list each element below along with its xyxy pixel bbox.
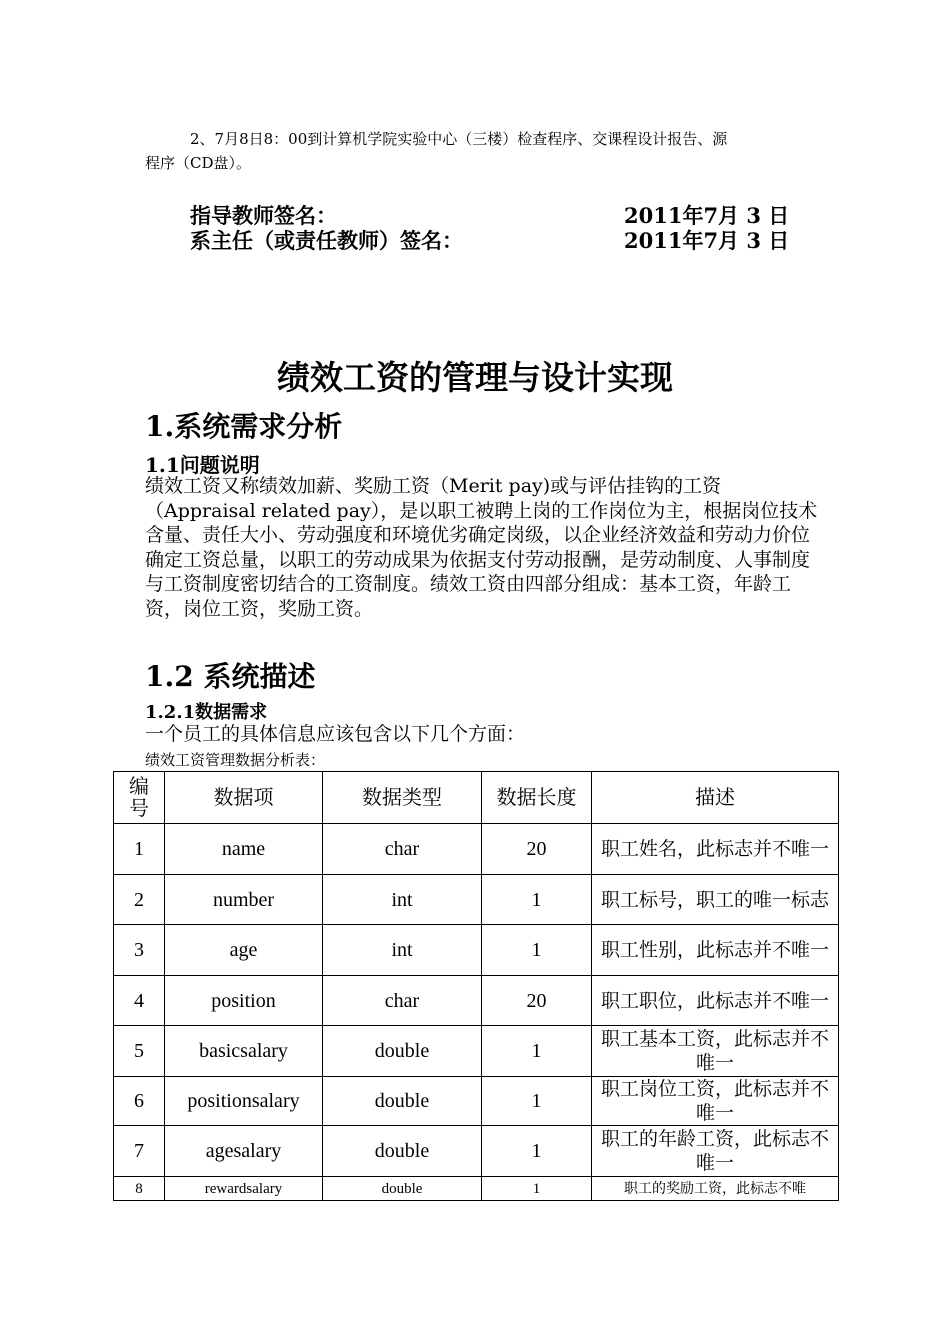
cell-length: 20: [482, 824, 592, 875]
cell-item: age: [165, 925, 323, 976]
cell-length: 20: [482, 976, 592, 1026]
header-id: 编号: [114, 772, 165, 824]
cell-length: 1: [482, 1126, 592, 1177]
cell-item: agesalary: [165, 1126, 323, 1177]
table-row: [114, 1177, 839, 1201]
problem-description-paragraph: 绩效工资又称绩效加薪、奖励工资（Merit pay)或与评估挂钩的工资（Appraisal related pay），是以职工被聘上岗的工作岗位为主，根据岗位技术含量、责任大小、劳动强度和环境优劣确定岗级，以企业经济效益和劳动力价位确定工资总量，以职工的劳动成果为依据支付劳动报酬，是劳动制度、人事制度与工资制度密切结合的工资制度。绩效工资由四部分组成：基本工资，年龄工资，岗位工资，奖励工资。: [145, 475, 818, 620]
cell-description: 职工岗位工资，此标志并不唯一: [592, 1077, 839, 1126]
section-1-2-heading: 1.2 系统描述: [145, 660, 316, 693]
table-row: [114, 1026, 839, 1077]
cell-type: double: [323, 1126, 482, 1177]
advisor-signature-date: 2011年7月 3 日: [624, 203, 790, 228]
cell-description: 职工姓名，此标志并不唯一: [592, 824, 839, 875]
cell-type: double: [323, 1177, 482, 1201]
table-caption: 绩效工资管理数据分析表：: [145, 751, 326, 769]
director-signature-date: 2011年7月 3 日: [624, 228, 790, 253]
cell-type: int: [323, 925, 482, 976]
cell-item: name: [165, 824, 323, 875]
cell-length: 1: [482, 1177, 592, 1201]
cell-type: int: [323, 875, 482, 925]
cell-length: 1: [482, 925, 592, 976]
cell-id: 2: [114, 875, 165, 925]
cell-item: rewardsalary: [165, 1177, 323, 1201]
cell-item: basicsalary: [165, 1026, 323, 1077]
table-row: [114, 925, 839, 976]
section-1-1-heading: 1.1问题说明: [145, 453, 260, 477]
cell-type: double: [323, 1077, 482, 1126]
notice-line-1: 2、7月8日8：00到计算机学院实验中心（三楼）检查程序、交课程设计报告、源: [190, 130, 728, 148]
cell-length: 1: [482, 1026, 592, 1077]
cell-description: 职工的奖励工资，此标志不唯: [592, 1177, 839, 1201]
cell-description: 职工标号，职工的唯一标志: [592, 875, 839, 925]
cell-type: char: [323, 976, 482, 1026]
cell-type: double: [323, 1026, 482, 1077]
table-row: [114, 824, 839, 875]
header-item: 数据项: [165, 772, 323, 824]
header-description: 描述: [592, 772, 839, 824]
cell-description: 职工职位，此标志并不唯一: [592, 976, 839, 1026]
cell-item: number: [165, 875, 323, 925]
cell-id: 1: [114, 824, 165, 875]
header-type: 数据类型: [323, 772, 482, 824]
data-requirement-intro: 一个员工的具体信息应该包含以下几个方面：: [145, 723, 526, 745]
cell-id: 3: [114, 925, 165, 976]
section-1-heading: 1.系统需求分析: [145, 410, 343, 443]
document-title: 绩效工资的管理与设计实现: [277, 358, 673, 397]
cell-description: 职工的年龄工资，此标志不唯一: [592, 1126, 839, 1177]
cell-id: 5: [114, 1026, 165, 1077]
director-signature-label: 系主任（或责任教师）签名：: [190, 228, 463, 253]
cell-length: 1: [482, 1077, 592, 1126]
cell-item: position: [165, 976, 323, 1026]
cell-description: 职工性别，此标志并不唯一: [592, 925, 839, 976]
notice-line-2: 程序（CD盘）。: [145, 154, 252, 172]
table-header-row: [114, 772, 839, 824]
cell-id: 4: [114, 976, 165, 1026]
cell-id: 6: [114, 1077, 165, 1126]
table-row: [114, 1077, 839, 1126]
data-analysis-table: [113, 771, 839, 1201]
table-row: [114, 976, 839, 1026]
cell-item: positionsalary: [165, 1077, 323, 1126]
table-row: [114, 875, 839, 925]
section-1-2-1-heading: 1.2.1数据需求: [145, 702, 268, 723]
header-length: 数据长度: [482, 772, 592, 824]
cell-length: 1: [482, 875, 592, 925]
cell-id: 8: [114, 1177, 165, 1201]
cell-description: 职工基本工资，此标志并不唯一: [592, 1026, 839, 1077]
advisor-signature-label: 指导教师签名：: [190, 203, 337, 228]
table-row: [114, 1126, 839, 1177]
cell-type: char: [323, 824, 482, 875]
cell-id: 7: [114, 1126, 165, 1177]
